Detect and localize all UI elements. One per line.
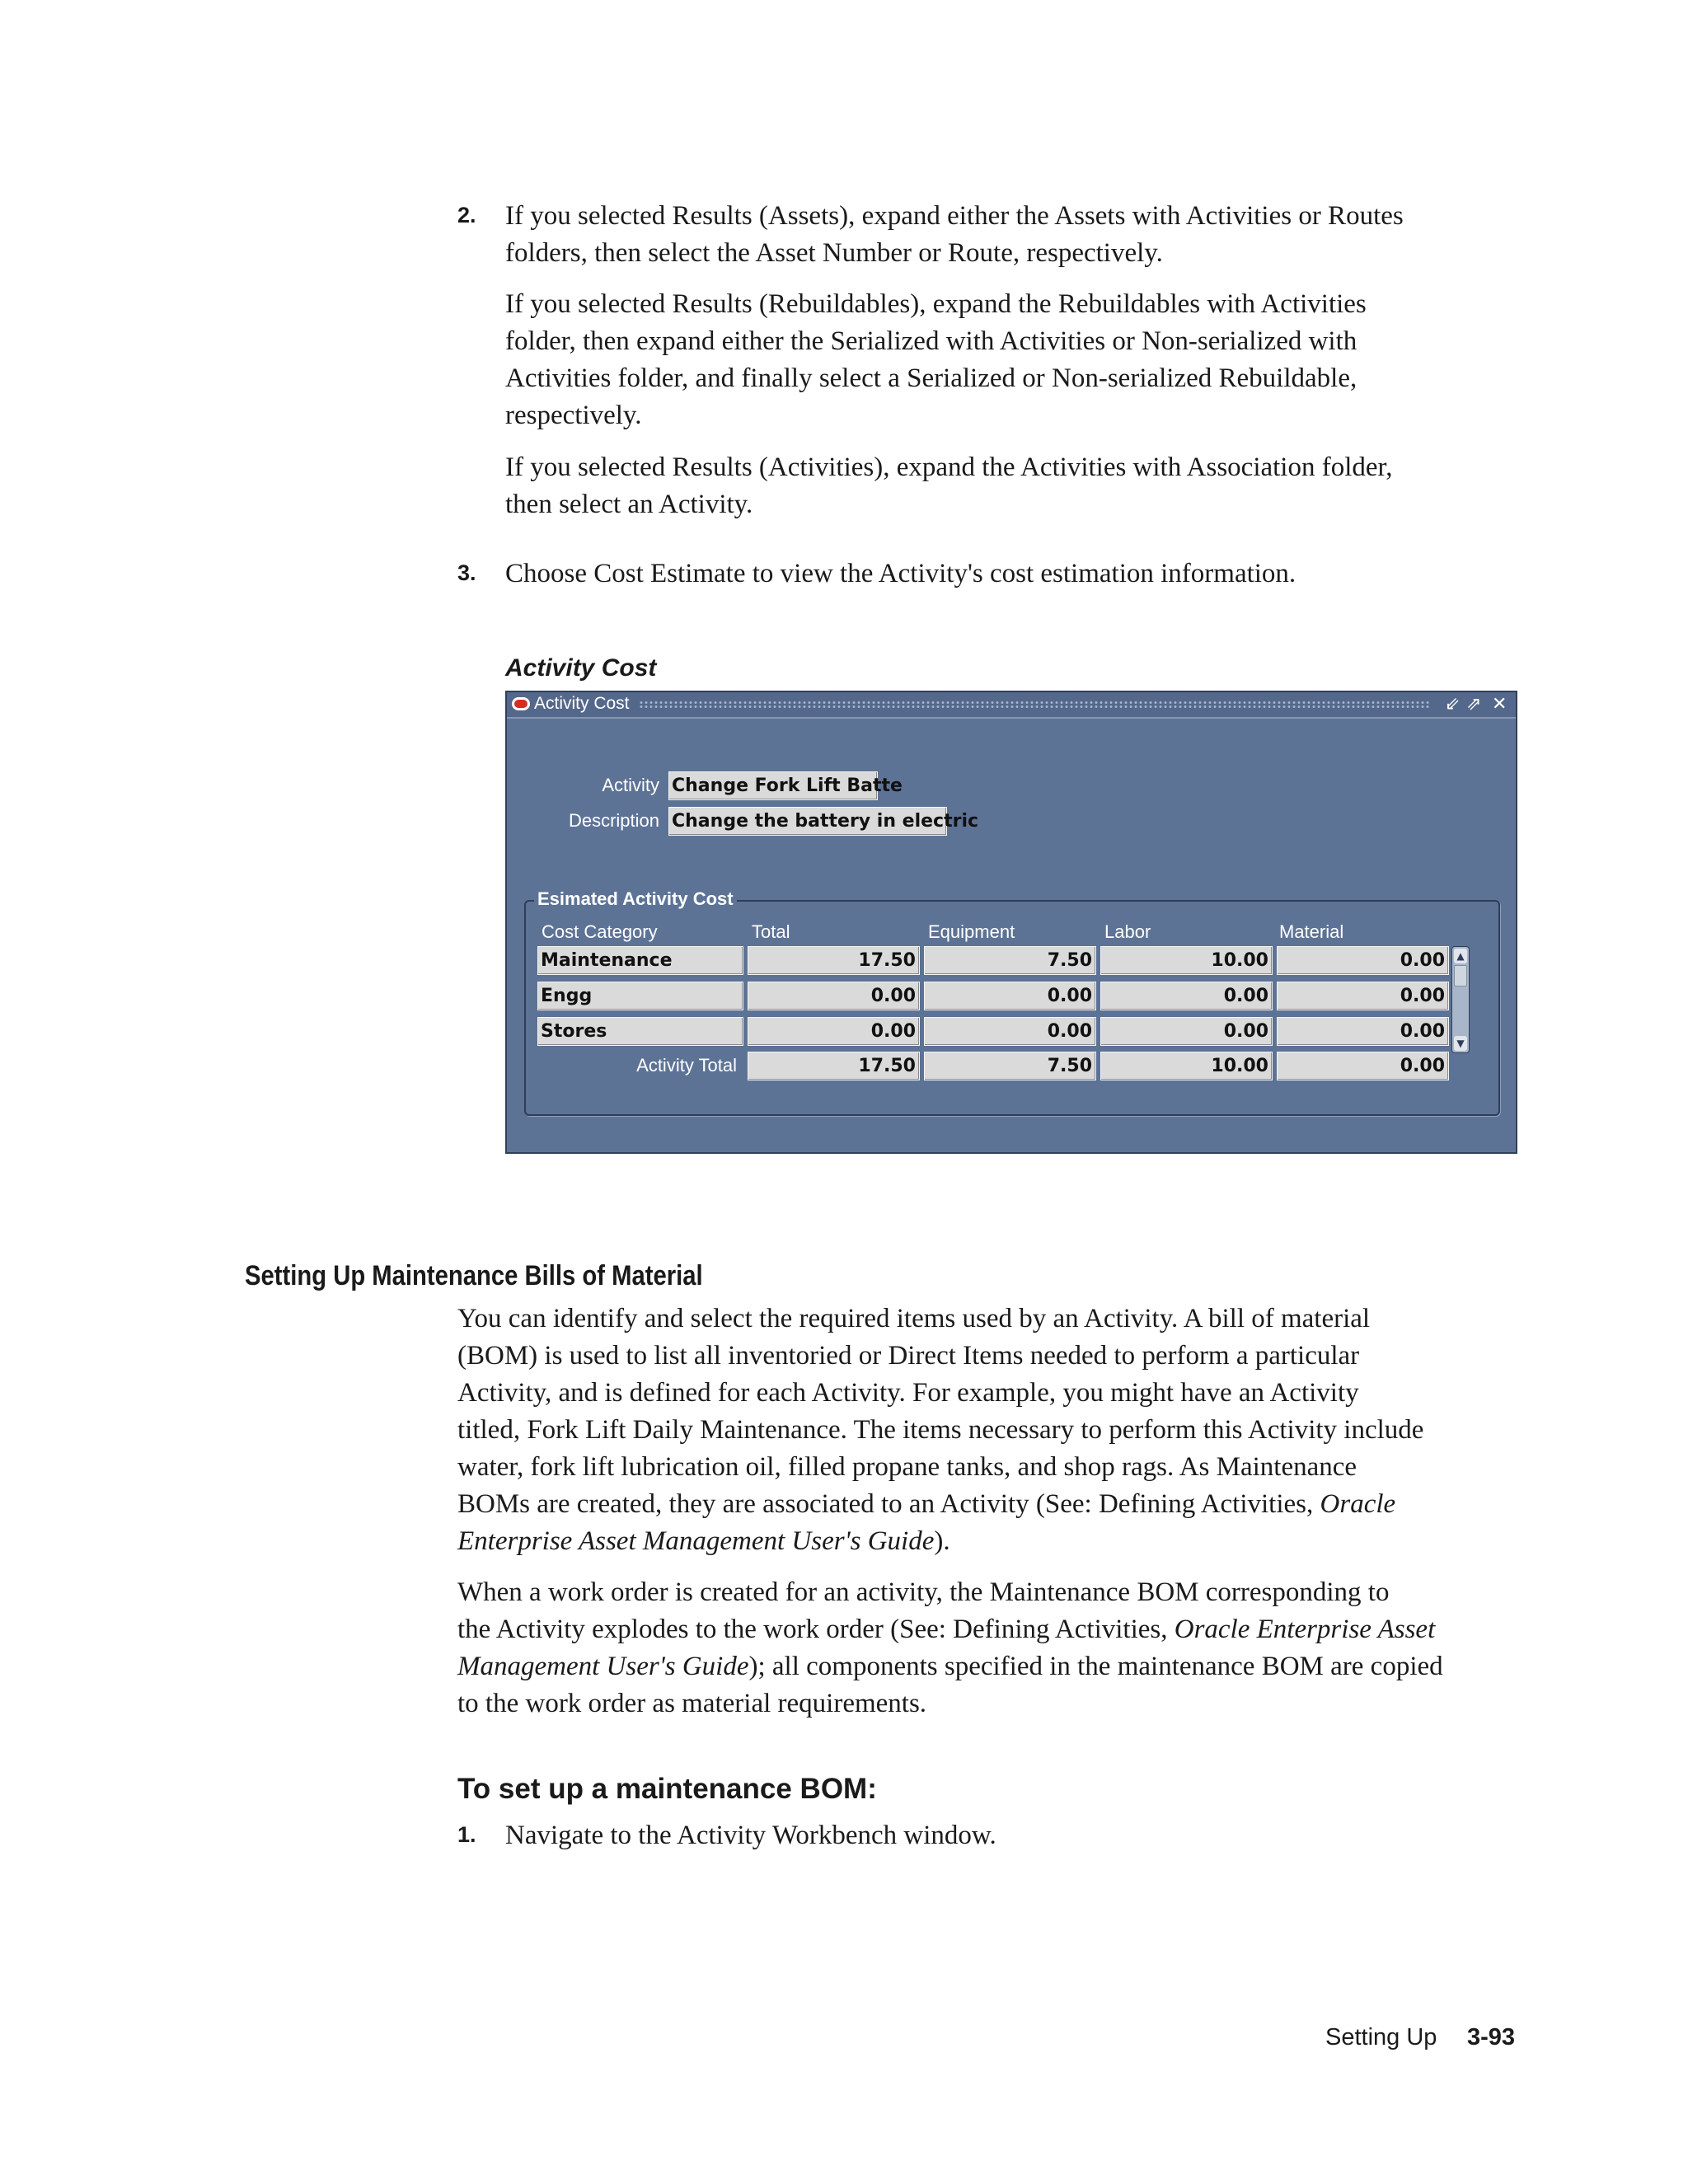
group-label: Esimated Activity Cost [534,888,737,910]
scroll-down-icon[interactable]: ▼ [1454,1036,1467,1051]
step-2-paragraph-1: If you selected Results (Assets), expand either the Assets with Activities or Routes folders, then select the Asset Number or Route, respectively. [505,201,1404,268]
column-header-labor: Labor [1104,921,1151,942]
step-2-paragraph-2: If you selected Results (Rebuildables), expand the Rebuildables with Activities folder, then expand either the Serialized with Activities or Non-serialized with Activities folder, and finally select a Serialized or Non-serialized Rebuildable, respectively. [505,289,1367,430]
table-cell-total[interactable]: 0.00 [748,982,920,1010]
total-cell-labor: 10.00 [1100,1052,1273,1080]
table-cell-category[interactable]: Stores [537,1017,743,1046]
guide-title-italic: Oracle Enterprise Asset [1174,1615,1436,1644]
paragraph-text: You can identify and select the required items used by an Activity. A bill of material (BOM) is used to list all inventoried or Direct Items needed to perform a particular Activity, and is defined for each Activity. For example, you might have an Activity titled, Fork Lift Daily Maintenance. The items necessary to perform this Activity include water, fork lift lubrication oil, filled propane tanks, and shop rags. As Maintenance BOMs are created, they are associated to an Activity (See: Defining Activities, [457,1304,1424,1519]
step-3-paragraph: Choose Cost Estimate to view the Activity's cost estimation information. [505,559,1296,588]
paragraph-text: ); all components specified in the maintenance BOM are copied to the work order as material requirements. [457,1652,1443,1718]
table-cell-material[interactable]: 0.00 [1277,1017,1449,1046]
description-label: Description [568,810,659,831]
table-cell-total[interactable]: 17.50 [748,946,920,975]
section-paragraph-2 [457,1574,1443,1722]
activity-total-label: Activity Total [636,1055,737,1076]
activity-field[interactable]: Change Fork Lift Batte [668,771,878,800]
table-cell-equipment[interactable]: 0.00 [924,1017,1096,1046]
titlebar-grip [639,701,1429,709]
total-cell-total: 17.50 [748,1052,920,1080]
step-1-text: Navigate to the Activity Workbench window. [505,1821,996,1850]
total-cell-equipment: 7.50 [924,1052,1096,1080]
step-number-2: 2. [457,203,476,227]
table-scrollbar[interactable] [1451,946,1470,1053]
guide-title-italic: Management User's Guide [457,1652,749,1681]
step-number-1: 1. [457,1822,476,1847]
table-cell-total[interactable]: 0.00 [748,1017,920,1046]
step-2-paragraph-3: If you selected Results (Activities), expand the Activities with Association folder, then select an Activity. [505,452,1393,519]
guide-title-italic: Oracle [1320,1489,1396,1519]
paragraph-text: When a work order is created for an activity, the Maintenance BOM corresponding to the Activity explodes to the work order (See: Defining Activities, [457,1577,1390,1644]
table-cell-category[interactable]: Engg [537,982,743,1010]
paragraph-text: ). [934,1526,950,1556]
window-titlebar[interactable] [507,692,1516,719]
close-icon[interactable]: ✕ [1492,694,1507,715]
description-field[interactable]: Change the battery in electric [668,807,947,836]
column-header-material: Material [1279,921,1344,942]
table-cell-equipment[interactable]: 7.50 [924,946,1096,975]
minimize-icon[interactable]: ⇙ [1445,694,1461,715]
table-cell-labor[interactable]: 0.00 [1100,982,1273,1010]
table-cell-labor[interactable]: 10.00 [1100,946,1273,975]
column-header-equipment: Equipment [928,921,1015,942]
column-header-total: Total [752,921,790,942]
guide-title-italic: Enterprise Asset Management User's Guide [457,1526,935,1556]
footer-section-name: Setting Up [1325,2024,1437,2050]
section-paragraph-1 [457,1301,1423,1560]
table-cell-labor[interactable]: 0.00 [1100,1017,1273,1046]
table-cell-category[interactable]: Maintenance [537,946,743,975]
activity-cost-window [505,691,1517,1154]
table-cell-material[interactable]: 0.00 [1277,946,1449,975]
table-cell-equipment[interactable]: 0.00 [924,982,1096,1010]
step-number-3: 3. [457,560,476,585]
scroll-up-icon[interactable]: ▲ [1454,949,1467,963]
figure-caption: Activity Cost [505,654,657,682]
total-cell-material: 0.00 [1277,1052,1449,1080]
footer-page-number: 3-93 [1467,2024,1516,2050]
maximize-icon[interactable]: ⇗ [1466,694,1482,715]
activity-label: Activity [602,775,659,795]
oracle-logo-icon [512,697,530,710]
table-cell-material[interactable]: 0.00 [1277,982,1449,1010]
scroll-thumb[interactable] [1454,965,1467,987]
procedure-heading: To set up a maintenance BOM: [457,1773,877,1805]
window-title: Activity Cost [534,694,630,713]
column-header-cost-category: Cost Category [542,921,658,942]
section-heading: Setting Up Maintenance Bills of Material [245,1260,703,1291]
